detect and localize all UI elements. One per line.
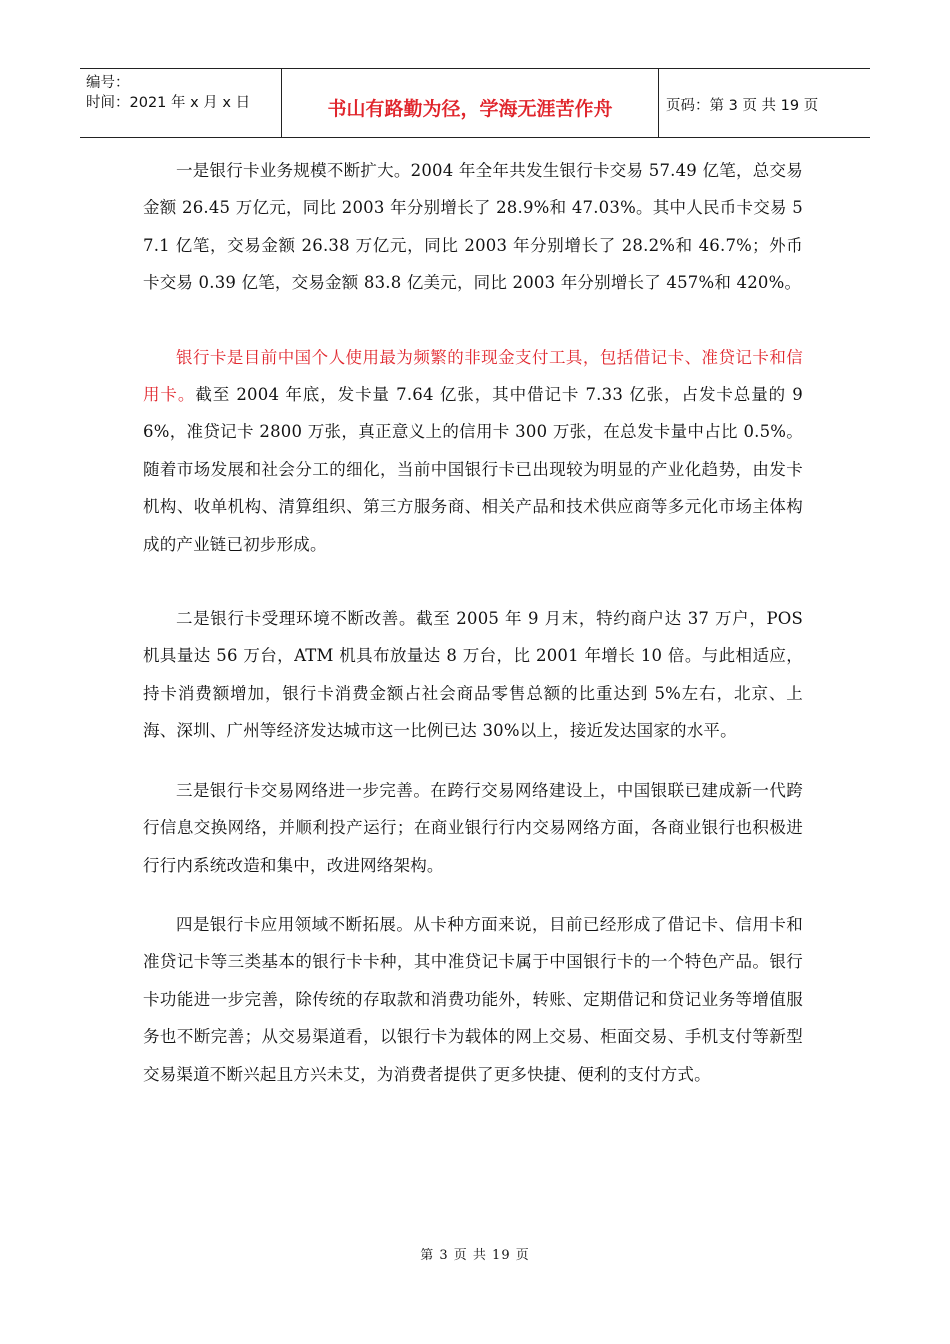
time-line: 时间：2021 年 x 月 x 日 bbox=[86, 95, 251, 111]
header-motto: 书山有路勤为径，学海无涯苦作舟 bbox=[282, 69, 659, 137]
document-body bbox=[143, 152, 803, 1093]
code-label: 编号： bbox=[86, 75, 130, 91]
page-header bbox=[80, 68, 870, 138]
paragraph-2-rest: 截至 2004 年底，发卡量 7.64 亿张，其中借记卡 7.33 亿张，占发卡总量的 96%，准贷记卡 2800 万张，真正意义上的信用卡 300 万张，在总发卡量中占比 0.5%。随着市场发展和社会分工的细化，当前中国银行卡已出现较为明显的产业化趋势，由发卡机构、收单机构、清算组织、第三方服务商、相关产品和技术供应商等多元化市场主体构成的产业链已初步形成。 bbox=[143, 385, 803, 554]
header-meta-cell bbox=[80, 69, 282, 137]
paragraph-2 bbox=[143, 339, 803, 563]
paragraph-5: 四是银行卡应用领域不断拓展。从卡种方面来说，目前已经形成了借记卡、信用卡和准贷记卡等三类基本的银行卡卡种，其中准贷记卡属于中国银行卡的一个特色产品。银行卡功能进一步完善，除传统的存取款和消费功能外，转账、定期借记和贷记业务等增值服务也不断完善；从交易渠道看，以银行卡为载体的网上交易、柜面交易、手机支付等新型交易渠道不断兴起且方兴未艾，为消费者提供了更多快捷、便利的支付方式。 bbox=[143, 914, 803, 1084]
page-footer: 第 3 页 共 19 页 bbox=[420, 1248, 530, 1263]
header-page-info: 页码：第 3 页 共 19 页 bbox=[666, 97, 819, 114]
highlighted-sentence: 银行卡是目前中国个人使用最为频繁的非现金支付工具，包括借记卡、准贷记卡和信用卡。 bbox=[143, 347, 803, 405]
paragraph-1: 一是银行卡业务规模不断扩大。2004 年全年共发生银行卡交易 57.49 亿笔，总交易金额 26.45 万亿元，同比 2003 年分别增长了 28.9%和 47.03%。其中人民币卡交易 57.1 亿笔，交易金额 26.38 万亿元，同比 2003 年分别增长了 28.2%和 46.7%；外币卡交易 0.39 亿笔，交易金额 83.8 亿美元，同比 2003 年分别增长了 457%和 420%。 bbox=[143, 161, 803, 293]
paragraph-3: 二是银行卡受理环境不断改善。截至 2005 年 9 月末，特约商户达 37 万户，POS 机具量达 56 万台，ATM 机具布放量达 8 万台，比 2001 年增长 10 倍。与此相适应，持卡消费额增加，银行卡消费金额占社会商品零售总额的比重达到 5%左右，北京、上海、深圳、广州等经济发达城市这一比例已达 30%以上，接近发达国家的水平。 bbox=[143, 609, 803, 741]
paragraph-4: 三是银行卡交易网络进一步完善。在跨行交易网络建设上，中国银联已建成新一代跨行信息交换网络，并顺利投产运行；在商业银行行内交易网络方面，各商业银行也积极进行行内系统改造和集中，改进网络架构。 bbox=[143, 780, 803, 875]
